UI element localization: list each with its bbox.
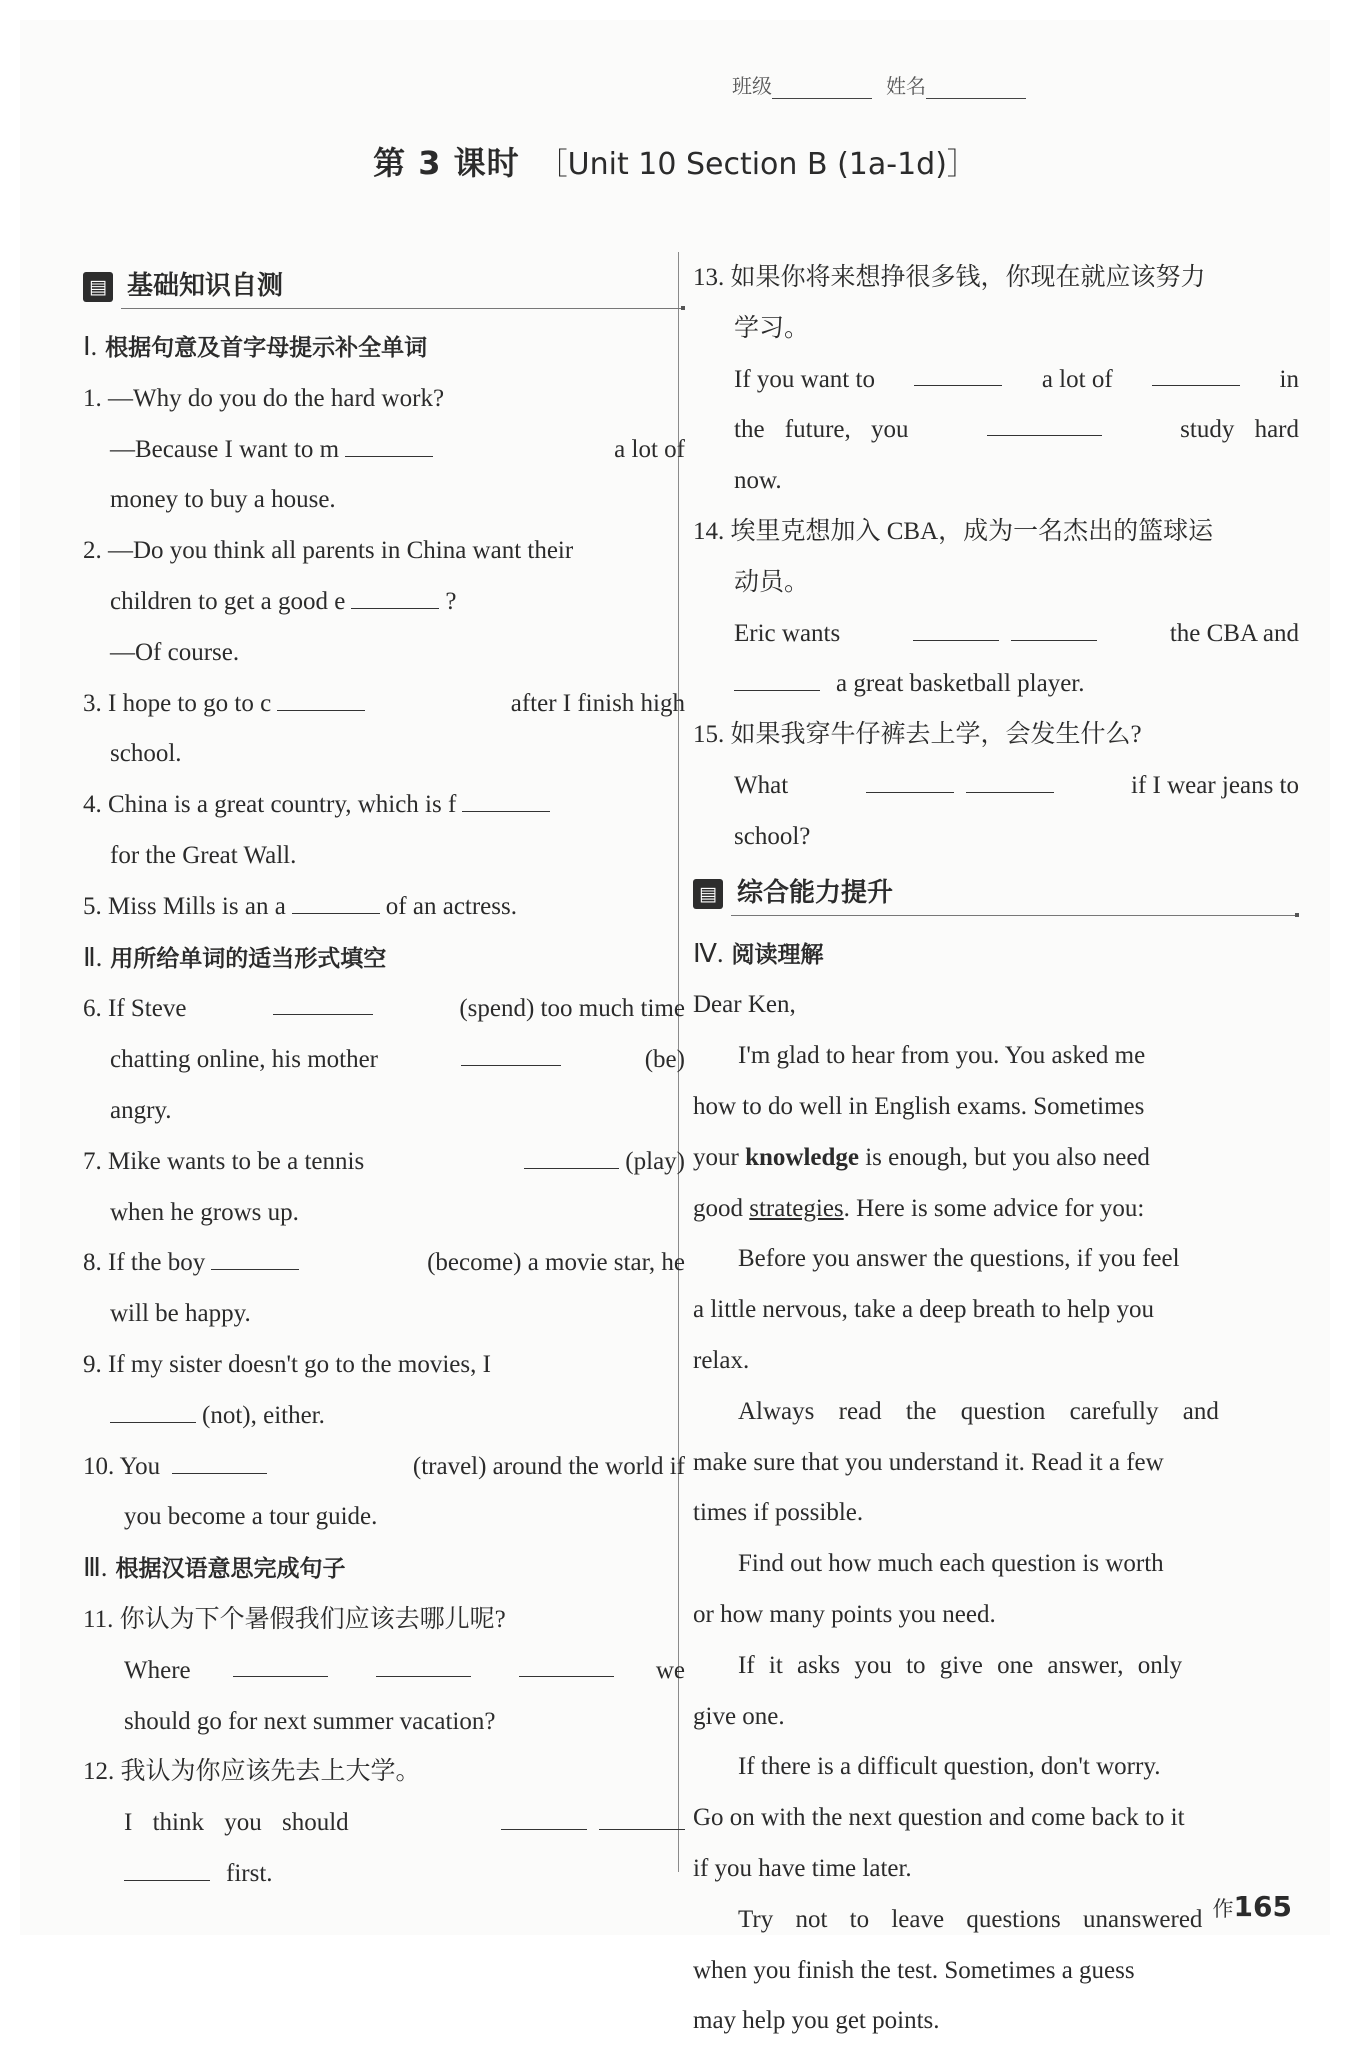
part-number: Ⅰ. [83, 332, 98, 361]
question-line [693, 761, 1299, 812]
answer-blank[interactable] [1152, 355, 1240, 386]
lesson-title [20, 138, 1330, 184]
letter-line [693, 1234, 1299, 1285]
letter-text: relax. [693, 1346, 750, 1374]
question-text: What [734, 771, 789, 799]
question-line [693, 659, 1299, 710]
answer-blank[interactable] [524, 1138, 619, 1169]
question-text: 15. 如果我穿牛仔裤去上学，会发生什么? [693, 721, 1142, 749]
question-13 [693, 253, 1299, 304]
class-blank[interactable] [772, 76, 872, 99]
answer-blank[interactable] [351, 578, 439, 609]
question-text: Where [124, 1656, 191, 1684]
question-9 [83, 1340, 685, 1391]
question-2 [83, 526, 685, 577]
question-line [693, 558, 1299, 609]
letter-line [693, 1438, 1299, 1489]
question-text: a great basketball player. [836, 670, 1085, 698]
letter-text: make sure that you understand it. Read it a few [693, 1448, 1164, 1476]
section-icon: ▤ [83, 272, 113, 302]
question-line [693, 456, 1299, 507]
letter-text: If it asks you to give one answer, only [738, 1651, 1183, 1679]
letter-line [693, 1387, 1299, 1438]
question-12 [83, 1747, 685, 1798]
question-line [693, 812, 1299, 863]
keyword-knowledge: knowledge [745, 1143, 859, 1171]
answer-blank[interactable] [211, 1239, 299, 1270]
reading-letter [693, 980, 1299, 2047]
question-line [83, 1849, 685, 1900]
question-text: 5. Miss Mills is an a [83, 892, 286, 920]
answer-blank[interactable] [277, 680, 365, 711]
answer-blank[interactable] [376, 1646, 471, 1677]
letter-text: times if possible. [693, 1499, 864, 1527]
question-text: 7. Mike wants to be a tennis [83, 1147, 365, 1175]
letter-line [693, 1539, 1299, 1590]
answer-blank[interactable] [501, 1799, 587, 1830]
answer-blank[interactable] [124, 1850, 210, 1881]
question-line [693, 405, 1299, 456]
question-text: if I wear jeans to [1131, 771, 1299, 799]
question-line [83, 1798, 685, 1849]
answer-blank[interactable] [292, 883, 380, 914]
question-text: 12. 我认为你应该先去上大学。 [83, 1758, 421, 1786]
name-blank[interactable] [926, 76, 1026, 99]
question-4 [83, 780, 685, 831]
answer-blank[interactable] [110, 1392, 196, 1423]
question-text: angry. [110, 1096, 172, 1124]
question-text: you become a tour guide. [124, 1503, 378, 1531]
question-line [83, 1646, 685, 1697]
answer-blank[interactable] [233, 1646, 328, 1677]
part-heading [83, 1543, 685, 1595]
question-text: of an actress. [385, 892, 517, 920]
question-line [83, 1086, 685, 1137]
answer-blank[interactable] [734, 660, 820, 691]
question-text: we [655, 1656, 685, 1684]
answer-blank[interactable] [599, 1799, 685, 1830]
question-text: Eric wants [734, 619, 841, 647]
question-6 [83, 984, 685, 1035]
part-heading [83, 933, 685, 985]
question-10 [83, 1442, 685, 1493]
letter-text: Find out how much each question is worth [738, 1550, 1164, 1578]
letter-line [693, 1946, 1299, 1997]
right-column [693, 253, 1299, 2047]
letter-line [693, 1488, 1299, 1539]
question-text: in [1279, 365, 1299, 393]
letter-line [693, 1996, 1299, 2047]
letter-text: when you finish the test. Sometimes a guess [693, 1956, 1135, 1984]
letter-greeting: Dear Ken, [693, 991, 796, 1019]
question-5 [83, 882, 685, 933]
question-text: 动员。 [734, 568, 810, 596]
page-number-value: 165 [1233, 1890, 1292, 1923]
section-rule [121, 308, 685, 309]
part-heading [693, 929, 1299, 981]
letter-text: If there is a difficult question, don't worry. [738, 1753, 1161, 1781]
question-line [83, 1391, 685, 1442]
question-text: the CBA and [1169, 619, 1299, 647]
question-line [83, 577, 685, 628]
question-text: first. [226, 1859, 273, 1887]
question-text: children to get a good e [110, 587, 346, 615]
letter-text: your [693, 1143, 739, 1171]
letter-line [693, 1184, 1299, 1235]
page-prefix: 作 [1212, 1897, 1234, 1921]
question-text: 学习。 [734, 314, 810, 342]
question-line [83, 1188, 685, 1239]
letter-text: may help you get points. [693, 2007, 940, 2035]
answer-blank[interactable] [987, 405, 1102, 436]
question-line [693, 609, 1299, 660]
letter-text: I'm glad to hear from you. You asked me [738, 1042, 1146, 1070]
letter-line [693, 1641, 1299, 1692]
letter-text: if you have time later. [693, 1854, 912, 1882]
lesson-number: 第 3 课时 [373, 144, 520, 182]
answer-blank[interactable] [914, 355, 1002, 386]
question-text: 10. You [83, 1452, 161, 1480]
answer-blank[interactable] [1011, 610, 1097, 641]
answer-blank[interactable] [273, 984, 373, 1015]
workbook-page [20, 20, 1330, 2035]
question-line [693, 355, 1299, 406]
question-text: 11. 你认为下个暑假我们应该去哪儿呢? [83, 1605, 506, 1633]
part-number: Ⅱ. [83, 942, 103, 972]
question-line [83, 1697, 685, 1748]
part-label: 用所给单词的适当形式填空 [110, 945, 387, 972]
part-number: Ⅳ. [693, 938, 724, 968]
question-text: money to buy a house. [110, 486, 336, 514]
section-header-advanced [693, 867, 1299, 929]
answer-blank[interactable] [172, 1443, 267, 1474]
question-text: ? [445, 587, 457, 615]
question-text: (become) a movie star, he [427, 1249, 685, 1277]
part-heading [83, 322, 685, 374]
letter-line [693, 1793, 1299, 1844]
question-text: when he grows up. [110, 1198, 299, 1226]
letter-line [693, 1336, 1299, 1387]
question-text: 6. If Steve [83, 995, 187, 1023]
letter-line [693, 1082, 1299, 1133]
section-title: 基础知识自测 [127, 271, 284, 301]
letter-line [693, 1692, 1299, 1743]
part-label: 阅读理解 [731, 941, 824, 968]
question-text: (be) [644, 1046, 685, 1074]
question-text: will be happy. [110, 1300, 251, 1328]
question-text: school. [110, 740, 182, 768]
question-text: 2. —Do you think all parents in China want their [83, 537, 574, 565]
question-1 [83, 374, 685, 425]
letter-text: Before you answer the questions, if you feel [738, 1245, 1180, 1273]
question-line [83, 1492, 685, 1543]
question-line [83, 1035, 685, 1086]
question-text: now. [734, 467, 782, 495]
question-text: the future, you [734, 416, 909, 444]
question-8 [83, 1238, 685, 1289]
page-number [1213, 1890, 1292, 1923]
question-line [83, 475, 685, 526]
question-text: study hard [1180, 416, 1299, 444]
letter-text: Go on with the next question and come back to it [693, 1804, 1185, 1832]
question-text: 13. 如果你将来想挣很多钱，你现在就应该努力 [693, 264, 1206, 291]
class-label: 班级 [732, 74, 772, 98]
answer-blank[interactable] [345, 426, 433, 457]
question-3 [83, 679, 685, 730]
name-label: 姓名 [886, 74, 926, 98]
letter-text: Try not to leave questions unanswered [738, 1905, 1203, 1933]
letter-text: Always read the question carefully and [738, 1397, 1219, 1425]
answer-blank[interactable] [461, 1035, 561, 1066]
question-text: (travel) around the world if [412, 1452, 685, 1480]
question-7 [83, 1137, 685, 1188]
question-14 [693, 507, 1299, 558]
question-text: 3. I hope to go to c [83, 689, 272, 717]
section-rule [731, 915, 1299, 916]
letter-line [693, 1285, 1299, 1336]
letter-text: . Here is some advice for you: [843, 1194, 1145, 1222]
question-text: 8. If the boy [83, 1249, 206, 1277]
answer-blank[interactable] [966, 762, 1054, 793]
answer-blank[interactable] [866, 762, 954, 793]
class-field [732, 70, 872, 99]
question-text: chatting online, his mother [110, 1046, 379, 1074]
left-column [83, 260, 685, 1900]
question-text: school? [734, 822, 811, 850]
question-text: —Of course. [110, 638, 240, 666]
question-text: 4. China is a great country, which is f [83, 791, 457, 819]
letter-line [693, 1895, 1299, 1946]
question-text: (spend) too much time [459, 995, 685, 1023]
question-11 [83, 1595, 685, 1646]
part-label: 根据汉语意思完成句子 [115, 1556, 346, 1583]
question-15 [693, 710, 1299, 761]
question-text: a lot of [1041, 365, 1113, 393]
section-title: 综合能力提升 [737, 877, 894, 908]
section-icon: ▤ [693, 879, 723, 909]
answer-blank[interactable] [913, 610, 999, 641]
question-text: —Because I want to m [110, 435, 340, 463]
letter-text: or how many points you need. [693, 1600, 996, 1628]
part-label: 根据句意及首字母提示补全单词 [105, 335, 428, 361]
question-text: for the Great Wall. [110, 841, 297, 869]
question-line [83, 1289, 685, 1340]
unit-section: ［Unit 10 Section B (1a-1d)］ [537, 147, 977, 182]
keyword-strategies: strategies [749, 1194, 844, 1222]
letter-text: how to do well in English exams. Sometimes [693, 1092, 1145, 1120]
question-text: a lot of [614, 435, 685, 463]
section-header-basic [83, 260, 685, 322]
question-text: I think you should [124, 1809, 349, 1837]
letter-line [693, 1844, 1299, 1895]
question-line [693, 304, 1299, 355]
question-line [83, 729, 685, 780]
question-text: 1. —Why do you do the hard work? [83, 384, 445, 412]
question-text: 9. If my sister doesn't go to the movies, I [83, 1350, 491, 1378]
letter-line [693, 1031, 1299, 1082]
question-line [83, 425, 685, 476]
question-text: after I finish high [510, 689, 685, 717]
letter-text: give one. [693, 1702, 785, 1730]
letter-line [693, 1590, 1299, 1641]
letter-text: good [693, 1194, 743, 1222]
question-text: should go for next summer vacation? [124, 1707, 496, 1735]
name-field [886, 70, 1026, 99]
question-line [83, 831, 685, 882]
letter-line [693, 1742, 1299, 1793]
question-text: (not), either. [202, 1401, 325, 1429]
answer-blank[interactable] [519, 1646, 614, 1677]
question-text: 14. 埃里克想加入 CBA，成为一名杰出的篮球运 [693, 517, 1214, 545]
question-text: (play) [625, 1147, 685, 1175]
answer-blank[interactable] [462, 781, 550, 812]
letter-line [693, 1133, 1299, 1184]
letter-text: a little nervous, take a deep breath to help you [693, 1296, 1154, 1324]
question-line [83, 628, 685, 679]
part-number: Ⅲ. [83, 1553, 108, 1583]
question-text: If you want to [734, 365, 875, 393]
letter-text: is enough, but you also need [865, 1143, 1150, 1171]
